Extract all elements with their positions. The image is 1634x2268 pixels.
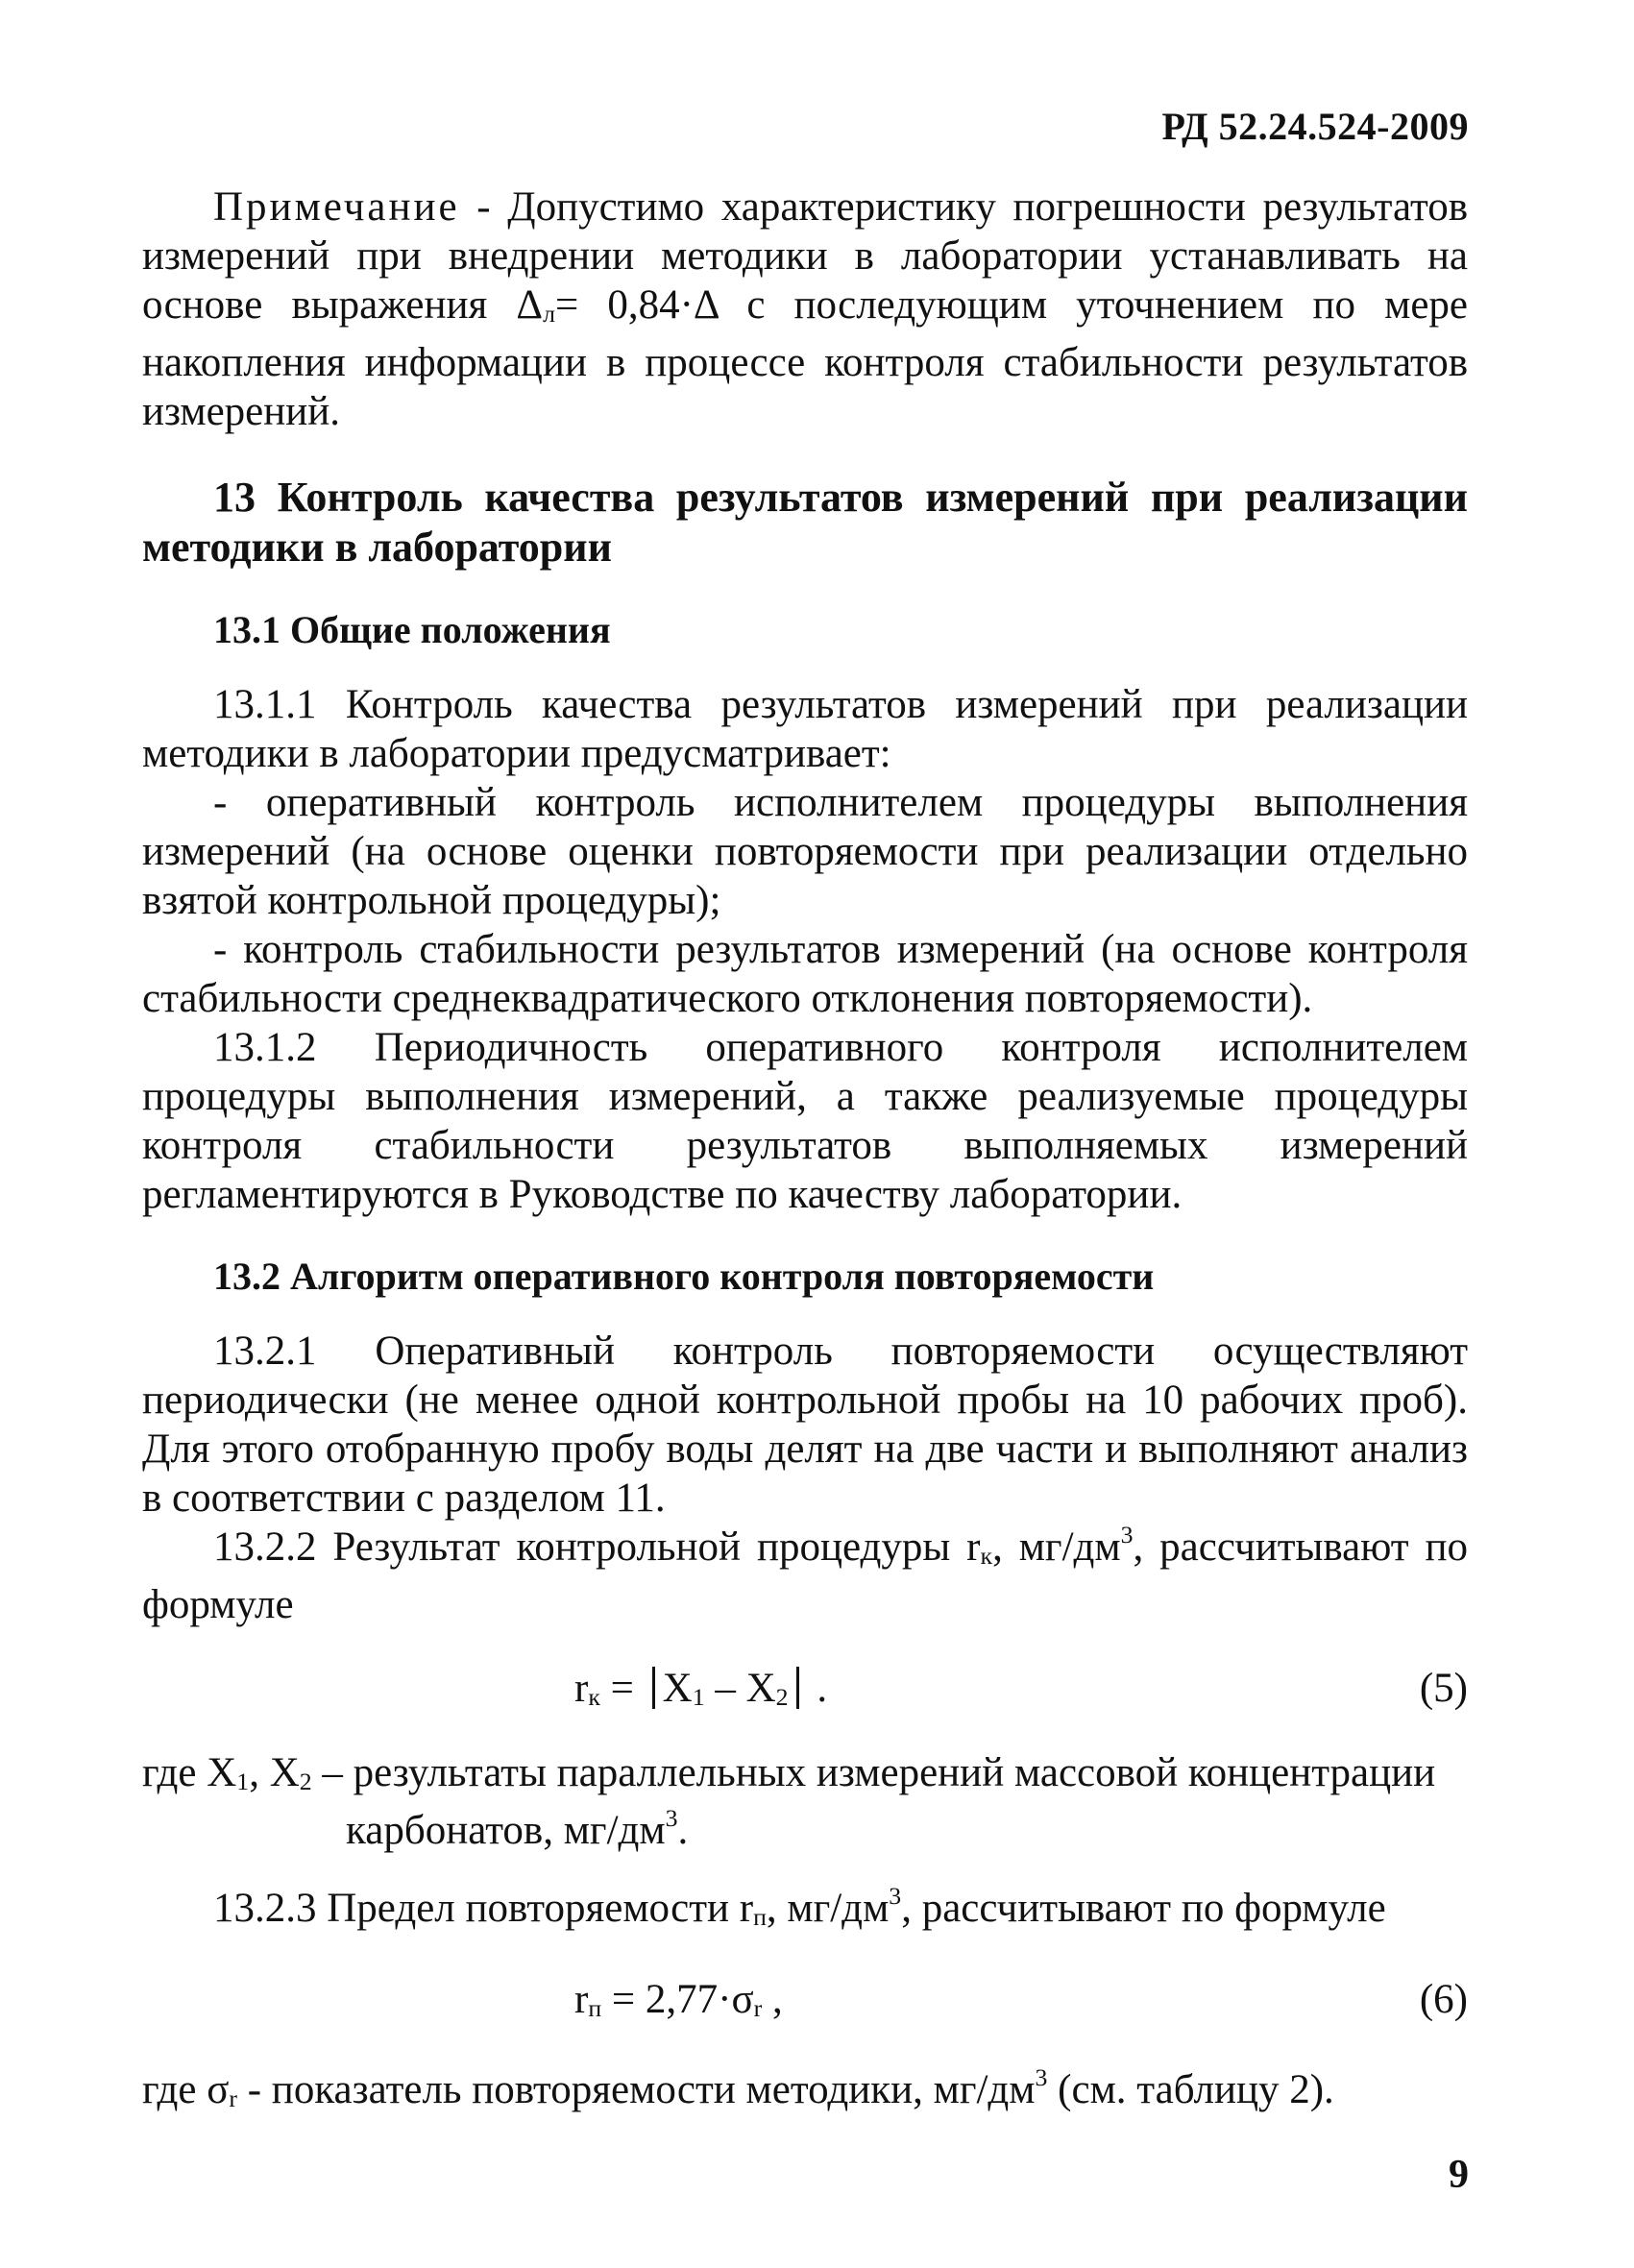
where5-b: , X — [249, 1749, 300, 1795]
f5-x1: X — [662, 1665, 693, 1711]
f6-rhs-sub: r — [753, 1994, 763, 2023]
where6-end: (см. таблицу 2). — [1047, 2067, 1334, 2113]
f5-end: . — [806, 1665, 828, 1711]
p3-text-b: , мг/дм — [766, 1885, 890, 1931]
p2-text-c: , рассчитывают по формуле — [142, 1524, 1468, 1627]
p2-text-b: , мг/дм — [992, 1524, 1121, 1570]
p3-text-c: , рассчитывают по формуле — [901, 1885, 1386, 1931]
f5-lhs: r — [574, 1665, 589, 1711]
where6-sub: r — [229, 2085, 237, 2113]
formula-6-expression — [574, 1975, 783, 2033]
paragraph-13-1-1: 13.1.1 Контроль качества результатов измерений при реализации методики в лаборатории предусматривает: — [142, 681, 1468, 776]
formula-6 — [142, 1971, 1468, 2031]
page-content — [142, 183, 1468, 2123]
f5-x2-sub: 2 — [775, 1682, 789, 1711]
paragraph-13-2-3 — [142, 1881, 1468, 1941]
where5-a: X — [207, 1749, 237, 1795]
abs-bar-right — [796, 1667, 799, 1709]
p3-superscript: 3 — [889, 1881, 902, 1910]
page-number: 9 — [1449, 2153, 1469, 2197]
formula-6-legend — [142, 2065, 1468, 2123]
section-13-2-heading: 13.2 Алгоритм оперативного контроля повторяемости — [213, 1254, 1155, 1298]
where5-line2-sup: 3 — [665, 1803, 678, 1832]
paragraph-13-2-2 — [142, 1520, 1468, 1629]
where6-sup: 3 — [1035, 2063, 1048, 2092]
formula-5-legend — [142, 1748, 1468, 1806]
note-text-after: = 0,84·Δ с последующим уточнением по мере накопления информации в процессе контроля стабильности результатов измерений. — [142, 282, 1469, 434]
section-13-1-heading: 13.1 Общие положения — [213, 607, 611, 651]
where5-b-sub: 2 — [299, 1767, 312, 1795]
p2-subscript: к — [980, 1541, 993, 1570]
f5-equals: = — [599, 1665, 645, 1711]
where5-text — [207, 1748, 1468, 1806]
p2-text-a: 13.2.2 Результат контрольной процедуры r — [213, 1524, 981, 1570]
p2-superscript: 3 — [1120, 1520, 1134, 1549]
note-text-before: - Допустимо характеристику погрешности результатов измерений при внедрении методики в лаборатории устанавливать на основе выражения Δ — [142, 184, 1468, 328]
document-code: РД 52.24.524-2009 — [1161, 105, 1469, 148]
note-label: Примечание — [213, 184, 460, 230]
where5-line2-end: . — [677, 1807, 689, 1853]
f6-rhs: = 2,77·σ — [601, 1977, 754, 2023]
f5-x1-sub: 1 — [692, 1682, 705, 1711]
formula-5-number: (5) — [1419, 1665, 1468, 1711]
f5-minus: – — [704, 1665, 746, 1711]
section-13-heading: 13 Контроль качества результатов измерений при реализации методики в лаборатории — [142, 473, 1468, 571]
list-item-operational-control: - оперативный контроль исполнителем процедуры выполнения измерений (на основе оценки повторяемости при реализации отдельно взятой контрольной процедуры); — [142, 779, 1468, 923]
f6-lhs: r — [574, 1977, 589, 2023]
paragraph-13-1-2: 13.1.2 Периодичность оперативного контроля исполнителем процедуры выполнения измерений, а также реализуемые процедуры контроля стабильности результатов выполняемых измерений регламентируются в Руководстве по качеству лаборатории. — [142, 1024, 1468, 1217]
formula-5 — [142, 1660, 1468, 1719]
where5-line2: карбонатов, мг/дм — [346, 1807, 666, 1853]
list-item-stability-control: - контроль стабильности результатов измерений (на основе контроля стабильности среднеквадратического отклонения повторяемости). — [142, 926, 1468, 1021]
where6-lead: где σ — [142, 2067, 230, 2113]
formula-5-expression — [574, 1664, 827, 1721]
where5-a-sub: 1 — [236, 1767, 250, 1795]
p3-text-a: 13.2.3 Предел повторяемости r — [213, 1885, 754, 1931]
note-paragraph — [142, 183, 1468, 436]
formula-6-number: (6) — [1419, 1977, 1468, 2023]
p3-subscript: п — [753, 1902, 767, 1931]
f6-lhs-sub: п — [588, 1994, 602, 2023]
f5-x2: X — [745, 1665, 776, 1711]
where5-lead: где — [142, 1749, 207, 1795]
note-subscript: л — [543, 299, 555, 328]
where6-text: - показатель повторяемости методики, мг/дм — [236, 2067, 1036, 2113]
abs-bar-left — [652, 1667, 655, 1709]
paragraph-13-2-1: 13.2.1 Оперативный контроль повторяемости осуществляют периодически (не менее одной контрольной пробы на 10 рабочих проб). Для этого отобранную пробу воды делят на две части и выполняют анализ в соответствии с разделом 11. — [142, 1328, 1468, 1521]
formula-5-legend-line2 — [346, 1803, 1468, 1855]
f5-lhs-sub: к — [588, 1682, 600, 1711]
where5-c: – результаты параллельных измерений массовой концентрации — [311, 1749, 1436, 1795]
f6-end: , — [762, 1977, 783, 2023]
